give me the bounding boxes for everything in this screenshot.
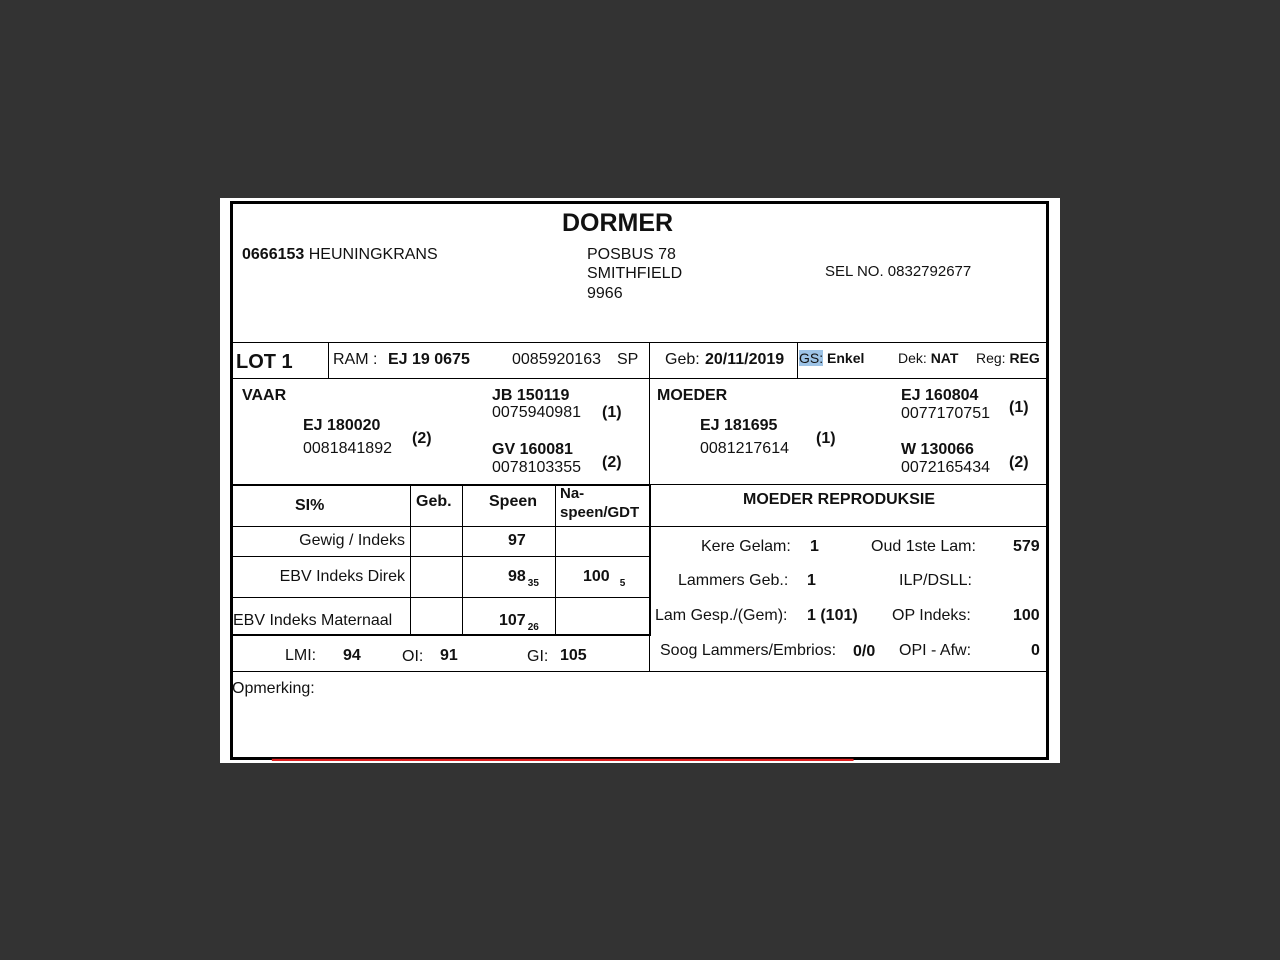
- vaar-dam-reg: 0078103355: [492, 459, 581, 476]
- lam-value: 1 (101): [807, 607, 858, 624]
- divider: [555, 486, 556, 634]
- si-table-right-border: [649, 484, 651, 636]
- si-table-top-border: [233, 484, 651, 486]
- address-line-3: 9966: [587, 285, 623, 302]
- kere-label: Kere Gelam:: [701, 538, 791, 555]
- divider: [651, 526, 1046, 527]
- row-naspeen: [583, 568, 626, 589]
- divider: [797, 342, 798, 378]
- moeder-label: MOEDER: [657, 387, 728, 404]
- si-header-na: Na-: [560, 485, 585, 502]
- lammers-label: Lammers Geb.:: [678, 572, 789, 589]
- divider: [233, 526, 649, 527]
- gi-label: GI:: [527, 648, 549, 665]
- vaar-grade: (2): [412, 430, 432, 447]
- lmi-label: LMI:: [285, 647, 317, 664]
- gs-label: GS:: [799, 350, 824, 366]
- speen-value: 98: [508, 568, 526, 585]
- kere-value: 1: [810, 538, 819, 555]
- gs-value: Enkel: [827, 350, 865, 366]
- speen-sub: 35: [527, 578, 539, 589]
- moeder-dam-reg: 0072165434: [901, 459, 990, 476]
- lam-label: Lam Gesp./(Gem):: [655, 607, 788, 624]
- moeder-id: EJ 181695: [700, 417, 778, 434]
- document-page: [220, 198, 1060, 775]
- farm-name: HEUNINGKRANS: [308, 246, 438, 263]
- moeder-sire-grade: (1): [1009, 399, 1029, 416]
- speen-value: 107: [499, 612, 526, 629]
- reg-value: REG: [1009, 350, 1040, 366]
- si-header-speen: Speen: [489, 493, 538, 510]
- op-label: OP Indeks:: [892, 607, 971, 624]
- reg-label: Reg:: [976, 350, 1006, 366]
- remarks-label: Opmerking:: [232, 680, 315, 697]
- divider: [233, 342, 1046, 343]
- vaar-dam-id: GV 160081: [492, 441, 573, 458]
- oi-label: OI:: [402, 648, 424, 665]
- breeder-line: [242, 246, 438, 264]
- lmi-value: 94: [343, 647, 361, 664]
- dek-label: Dek:: [898, 350, 927, 366]
- divider: [651, 484, 1046, 485]
- moeder-sire-reg: 0077170751: [901, 405, 990, 422]
- naspeen-sub: 5: [619, 578, 626, 589]
- si-header-geb: Geb.: [416, 493, 452, 510]
- auction-lot-card: [230, 201, 1049, 760]
- divider: [233, 378, 1046, 379]
- oi-value: 91: [440, 647, 458, 664]
- gi-value: 105: [560, 647, 587, 664]
- naspeen-value: 100: [583, 568, 610, 585]
- breeder-number: 0666153: [242, 246, 305, 263]
- si-header-naspeen: speen/GDT: [560, 504, 640, 521]
- divider: [462, 486, 463, 634]
- speen-sub: 26: [527, 622, 539, 633]
- row-label: Gewig / Indeks: [299, 532, 405, 549]
- address-line-2: SMITHFIELD: [587, 265, 683, 282]
- vaar-sire-grade: (1): [602, 404, 622, 421]
- soog-label: Soog Lammers/Embrios:: [660, 642, 837, 659]
- si-table-bottom-border: [233, 634, 651, 636]
- moeder-dam-grade: (2): [1009, 454, 1029, 471]
- vaar-label: VAAR: [242, 387, 287, 404]
- moeder-sire-id: EJ 160804: [901, 387, 979, 404]
- ram-label: RAM :: [333, 351, 378, 368]
- gs-field: [799, 350, 864, 366]
- lammers-value: 1: [807, 572, 816, 589]
- moeder-dam-id: W 130066: [901, 441, 974, 458]
- cut-off-footer-text: ▔▔▔▔▔▔▔▔▔▔▔▔▔▔▔▔▔▔▔▔▔▔▔▔▔▔▔▔▔▔▔▔▔▔▔▔▔▔▔▔▔▔▔▔▔▔▔▔▔▔▔▔▔▔: [272, 759, 854, 775]
- reg-field: [976, 350, 1040, 366]
- moeder-reg: 0081217614: [700, 440, 789, 457]
- divider: [410, 486, 411, 634]
- row-label: EBV Indeks Direk: [279, 568, 405, 585]
- si-header-si: SI%: [295, 497, 325, 514]
- divider: [649, 342, 650, 378]
- ram-id: EJ 19 0675: [388, 351, 470, 368]
- reproduksie-title: MOEDER REPRODUKSIE: [743, 491, 936, 508]
- ilp-label: ILP/DSLL:: [899, 572, 972, 589]
- row-speen: 97: [508, 532, 526, 549]
- divider: [233, 671, 1046, 672]
- vaar-reg: 0081841892: [303, 440, 392, 457]
- lot-label: LOT 1: [236, 351, 293, 373]
- geb-date: 20/11/2019: [705, 351, 785, 368]
- divider: [649, 636, 650, 671]
- dek-field: [898, 350, 958, 366]
- row-speen: [508, 568, 539, 589]
- moeder-grade: (1): [816, 430, 836, 447]
- vaar-sire-id: JB 150119: [492, 387, 570, 404]
- ram-reg: 0085920163: [512, 351, 601, 368]
- geb-label: Geb:: [665, 351, 700, 368]
- divider: [233, 597, 649, 598]
- op-value: 100: [1013, 607, 1040, 624]
- row-speen: [499, 612, 539, 633]
- vaar-dam-grade: (2): [602, 454, 622, 471]
- vaar-id: EJ 180020: [303, 417, 381, 434]
- divider: [649, 378, 650, 484]
- soog-value: 0/0: [853, 643, 876, 660]
- breed-title: DORMER: [562, 209, 674, 237]
- divider: [233, 556, 649, 557]
- divider: [328, 342, 329, 378]
- dek-value: NAT: [930, 350, 959, 366]
- sel-number: SEL NO. 0832792677: [825, 263, 972, 280]
- address-line-1: POSBUS 78: [587, 246, 676, 263]
- vaar-sire-reg: 0075940981: [492, 404, 581, 421]
- oud-value: 579: [1013, 538, 1040, 555]
- ram-class: SP: [617, 351, 639, 368]
- opi-value: 0: [1031, 642, 1040, 659]
- opi-label: OPI - Afw:: [899, 642, 972, 659]
- row-label: EBV Indeks Maternaal: [233, 612, 393, 629]
- oud-label: Oud 1ste Lam:: [871, 538, 976, 555]
